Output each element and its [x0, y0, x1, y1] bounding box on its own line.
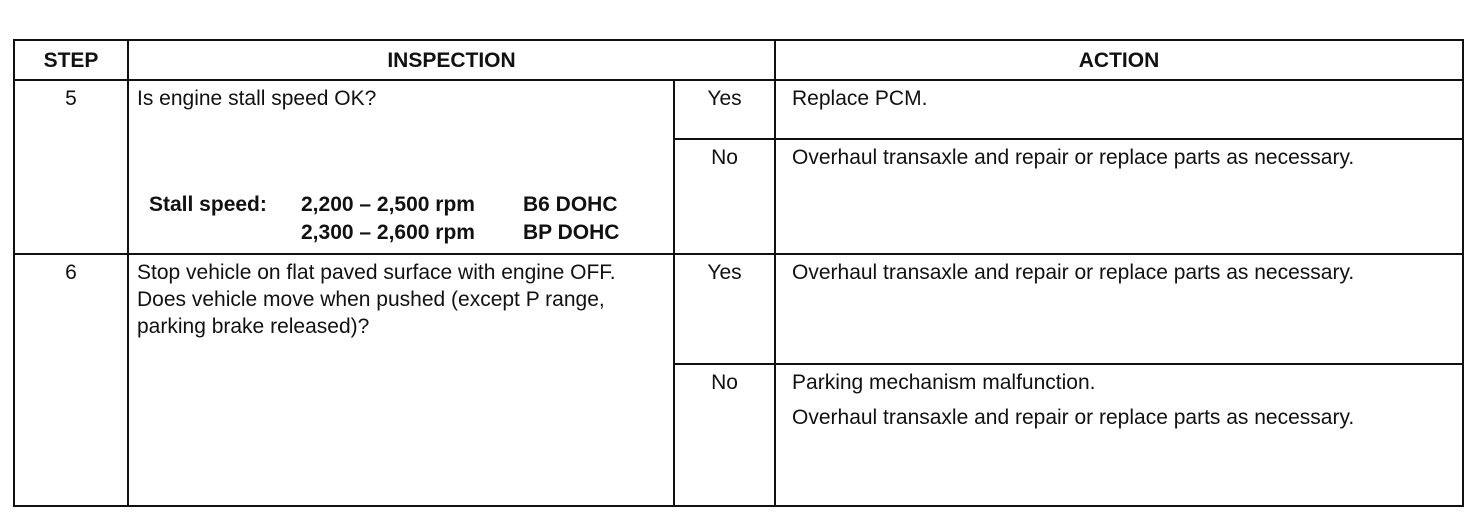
answer-no: No	[674, 364, 775, 506]
inspection-cell	[128, 80, 674, 254]
diagnostic-table-sheet	[13, 39, 1462, 507]
action-text: Overhaul transaxle and repair or replace parts as necessary.	[792, 146, 1355, 169]
spec-line	[149, 191, 663, 219]
table-row	[14, 254, 1463, 364]
inspection-question: Is engine stall speed OK?	[137, 87, 377, 110]
spec-range: 2,300 – 2,600 rpm	[301, 221, 475, 244]
header-row	[14, 40, 1463, 80]
spec-range: 2,200 – 2,500 rpm	[301, 193, 475, 216]
inspection-cell	[128, 254, 674, 506]
spec-engine: B6 DOHC	[523, 193, 618, 216]
header-inspection: INSPECTION	[128, 40, 775, 80]
answer-no: No	[674, 139, 775, 254]
answer-yes: Yes	[674, 80, 775, 139]
inspection-question: Stop vehicle on flat paved surface with engine OFF. Does vehicle move when pushed (except P range, parking brake released)?	[137, 261, 616, 338]
action-cell	[775, 80, 1463, 139]
spec-line	[149, 219, 663, 247]
header-step: STEP	[14, 40, 128, 80]
step-number: 5	[14, 80, 128, 254]
action-text: Overhaul transaxle and repair or replace parts as necessary.	[792, 261, 1355, 284]
action-text: Replace PCM.	[792, 87, 928, 110]
action-text: Parking mechanism malfunction.	[792, 371, 1096, 394]
spec-label: Stall speed:	[149, 193, 267, 216]
answer-yes: Yes	[674, 254, 775, 364]
action-cell	[775, 364, 1463, 506]
diagnostic-table	[13, 39, 1464, 507]
action-cell	[775, 254, 1463, 364]
step-number: 6	[14, 254, 128, 506]
table-row	[14, 80, 1463, 139]
action-cell	[775, 139, 1463, 254]
stall-speed-spec	[149, 191, 663, 247]
action-text: Overhaul transaxle and repair or replace parts as necessary.	[792, 406, 1355, 429]
spec-engine: BP DOHC	[523, 221, 620, 244]
header-action: ACTION	[775, 40, 1463, 80]
